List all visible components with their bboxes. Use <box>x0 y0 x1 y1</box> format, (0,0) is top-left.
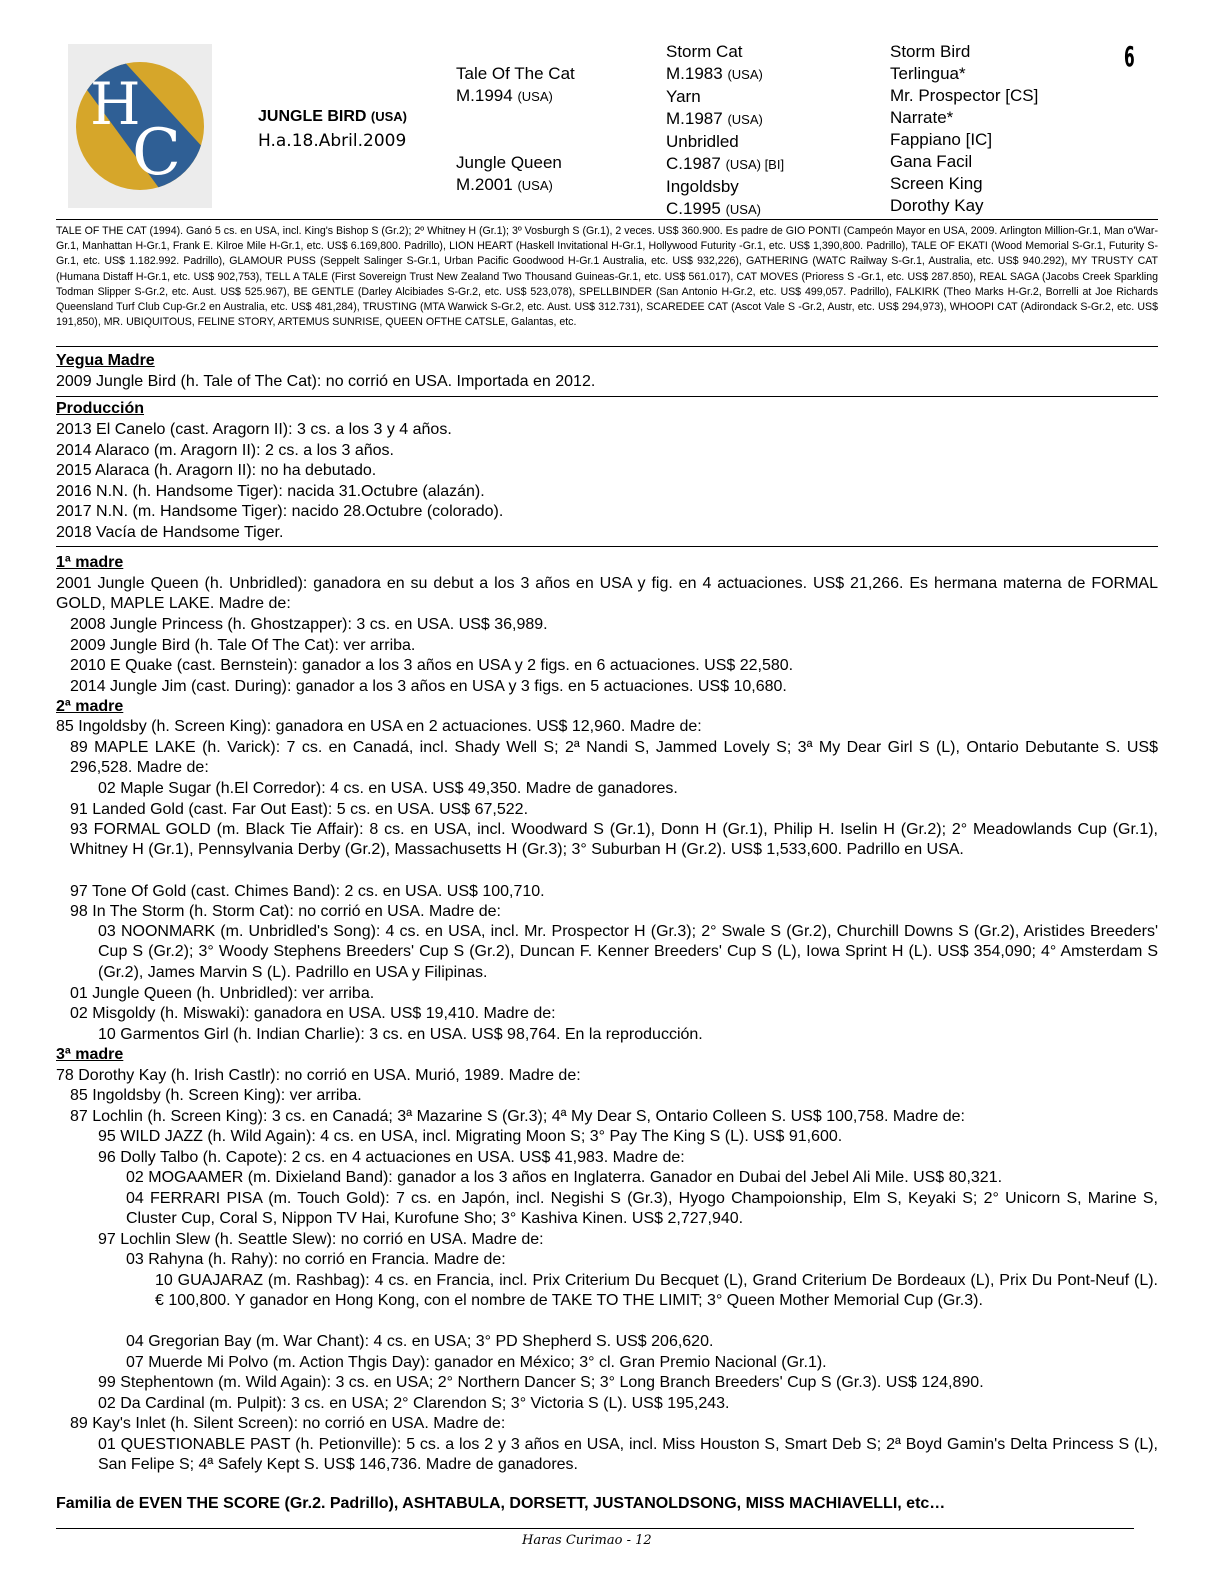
madre3-line: 85 Ingoldsby (h. Screen King): ver arriba. <box>70 1087 362 1104</box>
ggp-name: Gana Facil <box>890 152 973 171</box>
section-title-madre1: 1ª madre <box>56 554 124 571</box>
logo-letter-h: H <box>90 70 141 138</box>
ggp-name: Fappiano [IC] <box>890 130 993 149</box>
gp-year-line <box>666 198 784 221</box>
madre1-line: 2009 Jungle Bird (h. Tale Of The Cat): ver arriba. <box>70 637 416 654</box>
madre2-line: 02 Maple Sugar (h.El Corredor): 4 cs. en USA. US$ 49,350. Madre de ganadores. <box>98 780 678 797</box>
divider <box>56 396 1158 397</box>
horse-name <box>258 108 407 126</box>
madre3-line: 10 GUAJARAZ (m. Rashbag): 4 cs. en Francia, incl. Prix Criterium Du Becquet (L), Grand Criterium De Bordeaux (L), Prix Du Pont-Neuf (L). € 100,800. Y ganador en Hong Kong, con el nombre de TAKE TO THE LIMIT; 3° Queen Mother Memorial Cup (Gr.3). <box>155 1272 1158 1310</box>
produccion-line: 2018 Vacía de Handsome Tiger. <box>56 524 284 541</box>
madre2-line: 98 In The Storm (h. Storm Cat): no corrió en USA. Madre de: <box>70 903 501 920</box>
madre3-line: 03 Rahyna (h. Rahy): no corrió en Francia. Madre de: <box>126 1251 506 1268</box>
section-title-produccion: Producción <box>56 400 145 417</box>
sire-year: M.1994 <box>456 86 513 105</box>
divider <box>56 546 1158 547</box>
madre2-line: 03 NOONMARK (m. Unbridled's Song): 4 cs. en USA, incl. Mr. Prospector H (Gr.3); 2° Swale S (Gr.2), Churchill Downs S (Gr.2), Aristides Breeders' Cup S (Gr.2); 3° Woody Stephens Breeders' Cup S (Gr.2), Duncan F. Kenner Breeders' Cup S (L), Iowa Sprint H (L). US$ 354,090; 4° Amsterdam S (Gr.2), James Marvin S (L). Padrillo en USA y Filipinas. <box>98 923 1158 981</box>
sire-name: Tale Of The Cat <box>456 64 575 83</box>
madre1-line: 2008 Jungle Princess (h. Ghostzapper): 3 cs. en USA. US$ 36,989. <box>70 616 548 633</box>
horse-birth: H.a.18.Abril.2009 <box>258 131 407 151</box>
dam-year: M.2001 <box>456 175 513 194</box>
madre2-line: 85 Ingoldsby (h. Screen King): ganadora en USA en 2 actuaciones. US$ 12,960. Madre de: <box>56 718 702 735</box>
dam-name: Jungle Queen <box>456 153 562 172</box>
footer-rule <box>56 1528 1134 1529</box>
section-title-madre3: 3ª madre <box>56 1046 124 1063</box>
pedigree-sire <box>456 63 575 108</box>
gp-country: (USA) [BI] <box>725 157 785 172</box>
madre2-line: 02 Misgoldy (h. Miswaki): ganadora en USA. US$ 19,410. Madre de: <box>70 1005 556 1022</box>
madre3-line: 78 Dorothy Kay (h. Irish Castlr): no corrió en USA. Murió, 1989. Madre de: <box>56 1067 581 1084</box>
gp-year-line <box>666 153 784 176</box>
gp-country: (USA) <box>725 202 761 217</box>
gp-name: Yarn <box>666 87 701 106</box>
ggp-name: Storm Bird <box>890 42 971 61</box>
gp-country: (USA) <box>727 67 763 82</box>
gp-year-line <box>666 108 784 131</box>
pedigree-great-grandparents <box>890 41 1038 217</box>
produccion-line: 2016 N.N. (h. Handsome Tiger): nacida 31.Octubre (alazán). <box>56 483 485 500</box>
haras-logo <box>68 44 212 208</box>
sire-summary: TALE OF THE CAT (1994). Ganó 5 cs. en USA, incl. King's Bishop S (Gr.2); 2º Whitney H (Gr.1); 3º Vosburgh S (Gr.1), 2 veces. US$ 360.900. Es padre de GIO PONTI (Campeón Mayor en USA, 2009. Arlington Million-Gr.1, Man o'War-Gr.1, Manhattan H-Gr.1, Frank E. Kilroe Mile H-Gr.1, etc. US$ 6.169,800. Padrillo), LION HEART (Haskell Invitational H-Gr.1, Hollywood Futurity -Gr.1, etc. US$ 1,390,800. Padrillo), TALE OF EKATI (Wood Memorial S-Gr.1, Futurity S-Gr.1, etc. US$ 1.182.992. Padrillo), GLAMOUR PUSS (Seppelt Salinger S-Gr.1, Urban Pacific Goodwood H-Gr.1 Australia, etc. US$ 932,226), GATHERING (WATC Railway S-Gr.1, Australia, etc. US$ 940.292), MY TRUSTY CAT (Humana Distaff H-Gr.1, etc. US$ 902,753), TELL A TALE (First Sovereign Trust New Zealand Two Thousand Guineas-Gr.1, etc. US$ 561.017), CAT MOVES (Prioress S -Gr.1, etc. US$ 287.850), REAL SAGA (Jacobs Creek Sparkling Todman Slipper S-Gr.2, etc. Aust. US$ 525.967), BE GENTLE (Darley Alcibiades S-Gr.2, etc. US$ 523,078), SPELLBINDER (San Antonio H-Gr.2, etc. US$ 499,057. Padrillo), FALKIRK (Theo Marks H-Gr.2, Borrelli at Joe Richards Queensland Turf Club Cup-Gr.2 en Australia, etc. US$ 481,284), TRUSTING (MTA Warwick S-Gr.2, etc. Aust. US$ 312.731), SCAREDEE CAT (Ascot Vale S -Gr.2, Austr, etc. US$ 294,973), WHOOPI CAT (Adirondack S-Gr.2, etc. US$ 191,850), MR. UBIQUITOUS, FELINE STORY, ARTEMUS SUNRISE, QUEEN OFTHE CATSLE, Galantas, etc. <box>56 225 1158 329</box>
madre2-line: 91 Landed Gold (cast. Far Out East): 5 cs. en USA. US$ 67,522. <box>70 801 529 818</box>
madre2-line: 89 MAPLE LAKE (h. Varick): 7 cs. en Canadá, incl. Shady Well S; 2ª Nandi S, Jammed Lovely S; 3ª My Dear Girl S (L), Ontario Debutante S. US$ 296,528. Madre de: <box>70 739 1158 777</box>
madre3-line: 07 Muerde Mi Polvo (m. Action Thgis Day): ganador en México; 3° cl. Gran Premio Nacional (Gr.1). <box>126 1354 827 1371</box>
gp-year: C.1995 <box>666 199 721 218</box>
produccion-line: 2015 Alaraca (h. Aragorn II): no ha debutado. <box>56 462 377 479</box>
madre3-line: 02 Da Cardinal (m. Pulpit): 3 cs. en USA; 2° Clarendon S; 3° Victoria S (L). US$ 195,243. <box>98 1395 730 1412</box>
produccion-line: 2013 El Canelo (cast. Aragorn II): 3 cs. a los 3 y 4 años. <box>56 421 452 438</box>
sire-country: (USA) <box>517 89 553 104</box>
family-note: Familia de EVEN THE SCORE (Gr.2. Padrillo), ASHTABULA, DORSETT, JUSTANOLDSONG, MISS MACHIAVELLI, etc… <box>56 1495 946 1512</box>
gp-year: M.1987 <box>666 109 723 128</box>
ggp-name: Terlingua* <box>890 64 966 83</box>
madre2-line: 10 Garmentos Girl (h. Indian Charlie): 3 cs. en USA. US$ 98,764. En la reproducción. <box>98 1026 703 1043</box>
gp-name: Unbridled <box>666 132 739 151</box>
pedigree-dam <box>456 152 562 197</box>
madre2-line: 93 FORMAL GOLD (m. Black Tie Affair): 8 cs. en USA, incl. Woodward S (Gr.1), Donn H (Gr.1), Philip H. Iselin H (Gr.2); 2° Meadowlands Cup (Gr.1), Whitney H (Gr.1), Pennsylvania Derby (Gr.2), Massachusetts H (Gr.3); 3° Suburban H (Gr.2). US$ 1,533,600. Padrillo en USA. <box>70 821 1158 859</box>
gp-name: Ingoldsby <box>666 177 739 196</box>
gp-year: C.1987 <box>666 154 721 173</box>
madre2-line: 01 Jungle Queen (h. Unbridled): ver arriba. <box>70 985 375 1002</box>
page-mark: 6 <box>1124 40 1135 73</box>
ggp-name: Mr. Prospector [CS] <box>890 86 1039 105</box>
pedigree-grandparents <box>666 41 784 221</box>
ggp-name: Dorothy Kay <box>890 196 984 215</box>
madre1-line: 2010 E Quake (cast. Bernstein): ganador a los 3 años en USA y 2 figs. en 6 actuaciones. US$ 22,580. <box>70 657 794 674</box>
madre2-line: 97 Tone Of Gold (cast. Chimes Band): 2 cs. en USA. US$ 100,710. <box>70 883 545 900</box>
page-footer: Haras Curimao - 12 <box>522 1533 652 1548</box>
madre3-line: 01 QUESTIONABLE PAST (h. Petionville): 5 cs. a los 2 y 3 años en USA, incl. Miss Houston S, Smart Deb S; 2ª Boyd Gamin's Delta Princess S (L), San Felipe S; 4ª Safely Kept S. US$ 146,736. Madre de ganadores. <box>98 1436 1158 1474</box>
madre1-intro: 2001 Jungle Queen (h. Unbridled): ganadora en su debut a los 3 años en USA y fig. en 4 actuaciones. US$ 21,266. Es hermana materna de FORMAL GOLD, MAPLE LAKE. Madre de: <box>56 575 1158 613</box>
ggp-name: Narrate* <box>890 108 954 127</box>
logo-letter-c: C <box>132 116 181 190</box>
madre3-line: 95 WILD JAZZ (h. Wild Again): 4 cs. en USA, incl. Migrating Moon S; 3° Pay The King S (L). US$ 91,600. <box>98 1128 843 1145</box>
horse-name-text: JUNGLE BIRD <box>258 108 367 125</box>
gp-name: Storm Cat <box>666 42 743 61</box>
produccion-line: 2017 N.N. (m. Handsome Tiger): nacido 28.Octubre (colorado). <box>56 503 504 520</box>
logo-emblem <box>68 44 212 208</box>
section-title-madre2: 2ª madre <box>56 698 124 715</box>
madre3-line: 96 Dolly Talbo (h. Capote): 2 cs. en 4 actuaciones en USA. US$ 41,983. Madre de: <box>98 1149 685 1166</box>
madre3-line: 02 MOGAAMER (m. Dixieland Band): ganador a los 3 años en Inglaterra. Ganador en Dubai del Jebel Ali Mile. US$ 80,321. <box>126 1169 1003 1186</box>
madre3-line: 04 FERRARI PISA (m. Touch Gold): 7 cs. en Japón, incl. Negishi S (Gr.3), Hyogo Champoionship, Elm S, Keyaki S; 2° Unicorn S, Marine S, Cluster Cup, Coral S, Nippon TV Hai, Kurofune Sho; 3° Kashiva Kinen. US$ 2,727,940. <box>126 1190 1158 1228</box>
madre3-line: 97 Lochlin Slew (h. Seattle Slew): no corrió en USA. Madre de: <box>98 1231 544 1248</box>
dam-year-line <box>456 174 562 197</box>
madre3-line: 87 Lochlin (h. Screen King): 3 cs. en Canadá; 3ª Mazarine S (Gr.3); 4ª My Dear S, Ontario Colleen S. US$ 100,758. Madre de: <box>70 1108 965 1125</box>
gp-country: (USA) <box>727 112 763 127</box>
sire-year-line <box>456 85 575 108</box>
dam-country: (USA) <box>517 178 553 193</box>
horse-country: (USA) <box>370 109 408 124</box>
madre1-line: 2014 Jungle Jim (cast. During): ganador a los 3 años en USA y 3 figs. en 5 actuaciones. US$ 10,680. <box>70 678 787 695</box>
divider <box>56 346 1158 347</box>
ggp-name: Screen King <box>890 174 983 193</box>
produccion-line: 2014 Alaraco (m. Aragorn II): 2 cs. a los 3 años. <box>56 442 394 459</box>
divider <box>56 219 1158 220</box>
gp-year: M.1983 <box>666 64 723 83</box>
madre3-line: 04 Gregorian Bay (m. War Chant): 4 cs. en USA; 3° PD Shepherd S. US$ 206,620. <box>126 1333 714 1350</box>
madre3-line: 99 Stephentown (m. Wild Again): 3 cs. en USA; 2° Northern Dancer S; 3° Long Branch Breeders' Cup S (Gr.3). US$ 124,890. <box>98 1374 984 1391</box>
gp-year-line <box>666 63 784 86</box>
yegua-madre-line: 2009 Jungle Bird (h. Tale of The Cat): no corrió en USA. Importada en 2012. <box>56 373 596 390</box>
section-title-yegua-madre: Yegua Madre <box>56 352 155 369</box>
madre3-line: 89 Kay's Inlet (h. Silent Screen): no corrió en USA. Madre de: <box>70 1415 506 1432</box>
